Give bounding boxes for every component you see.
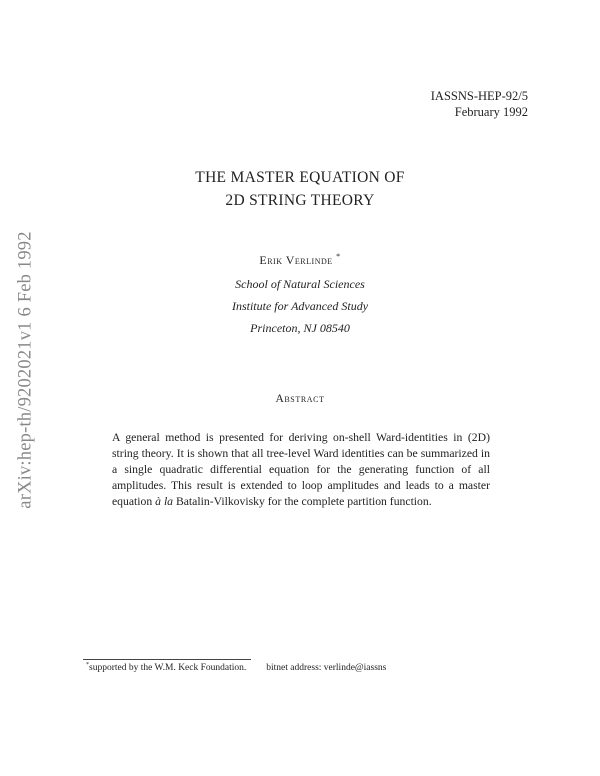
report-header bbox=[431, 88, 528, 120]
report-date: February 1992 bbox=[454, 105, 528, 119]
author-footnote-mark: * bbox=[336, 252, 341, 261]
arxiv-stamp: arXiv:hep-th/9202021v1 6 Feb 1992 bbox=[15, 231, 36, 509]
title-line-1: THE MASTER EQUATION OF bbox=[195, 169, 405, 186]
paper-title bbox=[0, 166, 600, 212]
footnote-text: supported by the W.M. Keck Foundation. bbox=[89, 663, 247, 674]
abstract-text-italic: à la bbox=[155, 495, 174, 508]
footnote-rule bbox=[83, 659, 251, 660]
footnote-address: bitnet address: verlinde@iassns bbox=[266, 663, 387, 674]
affiliation-line-2: Institute for Advanced Study bbox=[231, 299, 369, 313]
abstract-text-part-2: Batalin-Vilkovisky for the complete partition function. bbox=[173, 495, 432, 508]
title-line-2: 2D STRING THEORY bbox=[225, 192, 375, 209]
abstract-heading: Abstract bbox=[275, 393, 325, 405]
footnote bbox=[86, 662, 386, 673]
author bbox=[0, 252, 600, 268]
report-number: IASSNS-HEP-92/5 bbox=[430, 89, 528, 103]
abstract-text-part-1: A general method is presented for deriving on-shell Ward-identities in (2D) string theory. It is shown that all tree-level Ward identities can be summarized in a single quadratic differential equation for the generating function of all amplitudes. This result is extended to loop amplitudes and leads to a master equation bbox=[112, 431, 490, 508]
affiliation-line-3: Princeton, NJ 08540 bbox=[250, 321, 350, 335]
abstract-text bbox=[112, 430, 490, 510]
author-name: Erik Verlinde bbox=[259, 253, 333, 267]
footnote-mark: * bbox=[86, 662, 89, 668]
affiliation-line-1: School of Natural Sciences bbox=[235, 277, 365, 291]
